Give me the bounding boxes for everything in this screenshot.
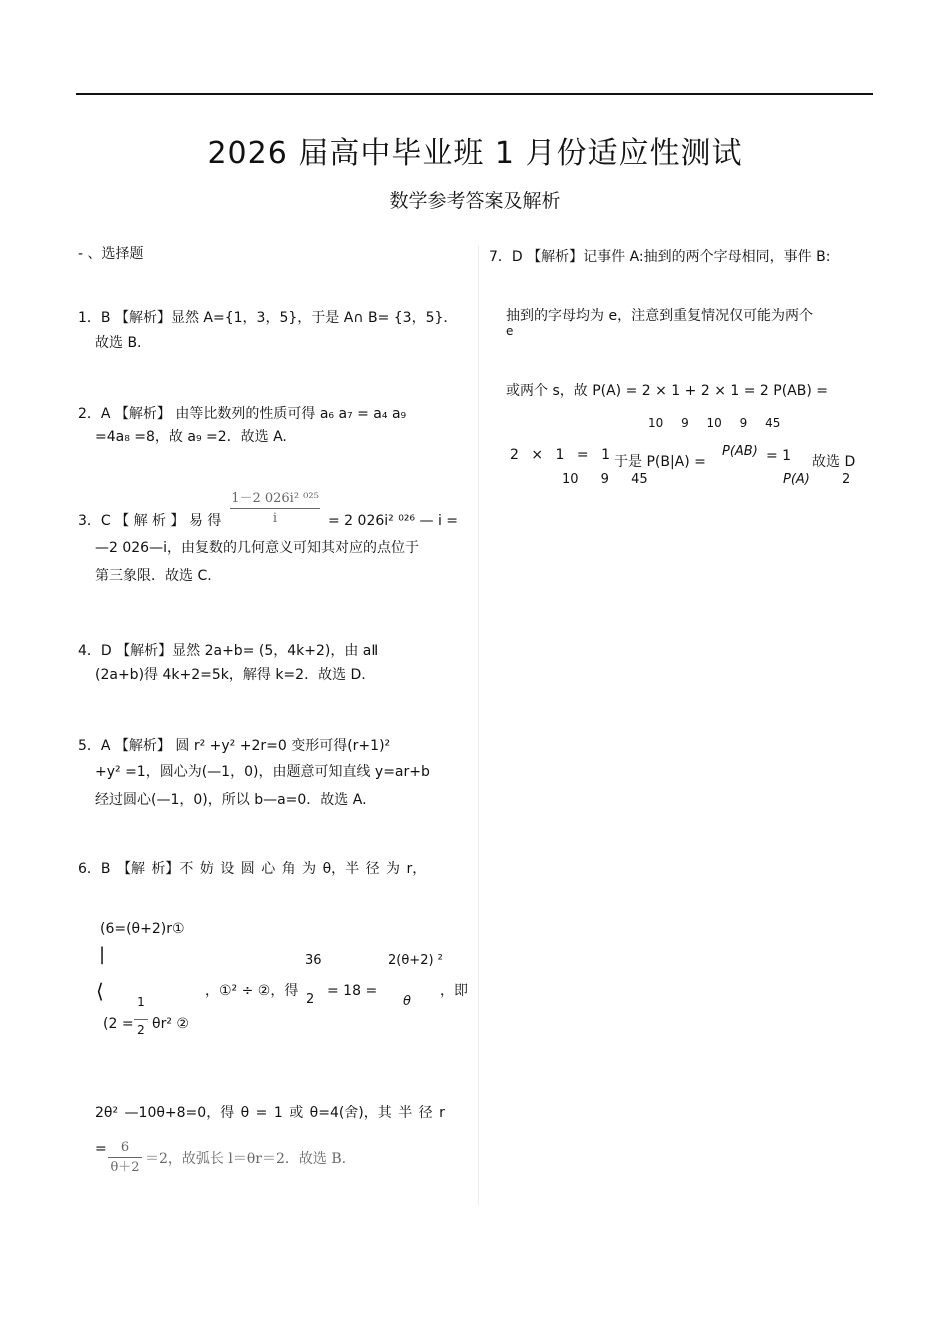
q6-line5-rest: ＝2，故弧长 l＝θr＝2．故选 B. <box>145 1151 347 1167</box>
q7-line4-e: 故选 D <box>812 454 856 470</box>
q7-line3: 或两个 s，故 P(A) = 2 × 1 + 2 × 1 = 2 P(AB) = <box>506 383 829 399</box>
page-subtitle: 数学参考答案及解析 <box>389 190 561 212</box>
q6-r-num: 6 <box>120 1140 130 1155</box>
brace-top: | <box>99 944 106 965</box>
q6-n2top: 2(θ+2) ² <box>388 953 443 968</box>
q6-mid: ，①² ÷ ②，得 <box>205 983 299 999</box>
q7-line2: 抽到的字母均为 e，注意到重复情况仅可能为两个 <box>506 308 814 324</box>
q6-r-den: θ＋2 <box>110 1160 140 1175</box>
q5-line1: 5．A 【解析】 圆 r² +y² +2r=0 变形可得(r+1)² <box>78 738 391 754</box>
q6-ji: ，即 <box>440 983 468 999</box>
q7-line4-den3: 2 <box>842 472 851 487</box>
q3-frac-num: 1－2 026i² ⁰²⁵ <box>231 491 319 506</box>
q6-half-den: 2 <box>137 1023 145 1037</box>
q6-den2: 2 <box>306 992 315 1007</box>
q3-suffix: = 2 026i² ⁰²⁶ — i = <box>328 513 459 529</box>
q6-line5-eq: = <box>95 1141 107 1157</box>
q6-theta: θ <box>403 994 411 1009</box>
q6-half-bar <box>134 1019 148 1020</box>
q6-eq1: (6=(θ+2)r① <box>100 921 185 937</box>
q5-line2: +y² =1，圆心为(—1，0)，由题意可知直线 y=ar+b <box>95 764 430 780</box>
column-divider <box>478 245 479 1205</box>
q7-line4-d: = 1 <box>766 448 792 464</box>
q6-line1: 6．B 【解 析】不 妨 设 圆 心 角 为 θ，半 径 为 r， <box>78 861 427 877</box>
section-label: - 、选择题 <box>78 246 144 262</box>
q3-frac-den: i <box>272 511 278 526</box>
q3-prefix: 3．C 【 解 析 】 易 得 <box>78 513 222 529</box>
q7-line4-den2: P(A) <box>783 472 810 487</box>
page-title: 2026 届高中毕业班 1 月份适应性测试 <box>207 136 743 171</box>
q3-line3: 第三象限．故选 C. <box>95 568 212 584</box>
q6-half-num: 1 <box>137 995 145 1009</box>
q7-line1: 7．D 【解析】记事件 A:抽到的两个字母相同，事件 B: <box>489 249 831 265</box>
q7-line4-a: 2 × 1 = 1 <box>510 447 610 463</box>
q5-line3: 经过圆心(—1，0)，所以 b—a=0．故选 A. <box>95 792 367 808</box>
brace-middle: ⟨ <box>96 979 104 1003</box>
q7-line4-c: P(AB) <box>722 444 758 459</box>
q7-line4-b: 于是 P(B|A) = <box>614 454 706 470</box>
q1-line1: 1．B 【解析】显然 A={1，3，5}，于是 A∩ B= {3，5}． <box>78 310 458 326</box>
q7-line4-den1: 10 9 45 <box>562 472 648 487</box>
q6-eq2-right: θr² ② <box>152 1016 189 1032</box>
q1-line2: 故选 B. <box>95 335 142 351</box>
q6-line4: 2θ² —10θ+8=0，得 θ = 1 或 θ=4(舍)，其 半 径 r <box>95 1105 445 1121</box>
q6-eq18: = 18 = <box>327 983 378 999</box>
top-rule <box>76 93 873 95</box>
q6-n36: 36 <box>305 953 322 968</box>
q2-line1: 2．A 【解析】 由等比数列的性质可得 a₆ a₇ = a₄ a₉ <box>78 406 407 422</box>
q4-line2: (2a+b)得 4k+2=5k，解得 k=2．故选 D. <box>95 667 366 683</box>
q7-line2b: e <box>506 324 514 338</box>
q2-line2: =4a₈ =8，故 a₉ =2．故选 A. <box>95 429 287 445</box>
q4-line1: 4．D 【解析】显然 2a+b= (5，4k+2)，由 aⅡ <box>78 643 379 659</box>
q7-line3-den: 10 9 10 9 45 <box>648 416 781 430</box>
q3-line2: —2 026—i，由复数的几何意义可知其对应的点位于 <box>95 540 419 556</box>
q3-frac-bar <box>230 508 320 509</box>
q6-r-bar <box>108 1157 142 1158</box>
q6-eq2-left: (2 = <box>103 1016 134 1032</box>
